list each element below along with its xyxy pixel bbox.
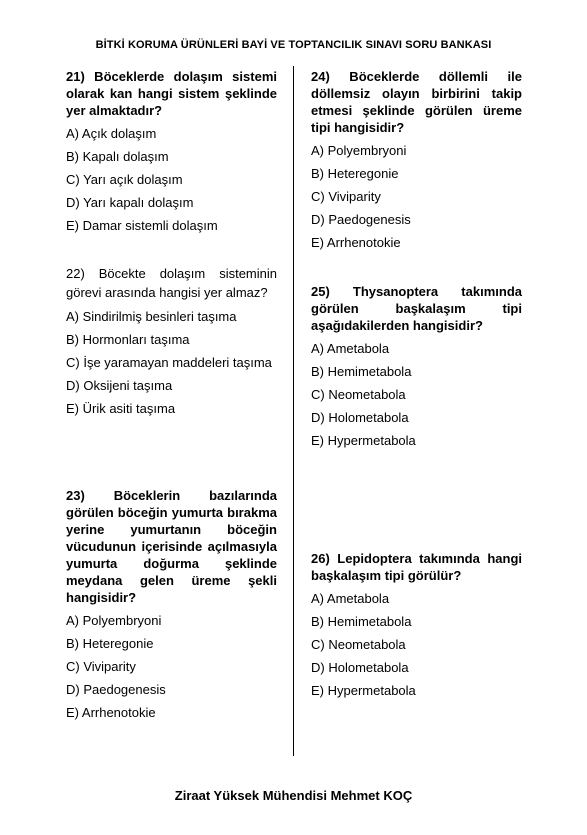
option-e: E) Hypermetabola [311, 433, 416, 448]
question-text: 24) Böceklerde döllemli ile döllemsiz olayın birbirini takip etmesi şeklinde görülen üreme tipi hangisidir? [311, 69, 522, 135]
question-26 [311, 550, 522, 699]
option-a: A) Ametabola [311, 591, 390, 606]
option-a: A) Ametabola [311, 341, 390, 356]
option-d: D) Oksijeni taşıma [66, 378, 173, 393]
option-d: D) Holometabola [311, 660, 409, 675]
page-header: BİTKİ KORUMA ÜRÜNLERİ BAYİ VE TOPTANCILIK SINAVI SORU BANKASI [95, 39, 492, 51]
option-d: D) Paedogenesis [311, 212, 411, 227]
option-e: E) Hypermetabola [311, 683, 416, 698]
option-b: B) Kapalı dolaşım [66, 149, 169, 164]
question-21 [66, 68, 277, 234]
option-c: C) İşe yaramayan maddeleri taşıma [66, 355, 272, 370]
question-22 [66, 264, 277, 417]
column-divider [293, 66, 294, 756]
question-text: 22) Böcekte dolaşım sisteminin görevi arasında hangisi yer almaz? [66, 266, 277, 300]
option-a: A) Açık dolaşım [66, 126, 157, 141]
question-text: 21) Böceklerde dolaşım sistemi olarak kan hangi sistem şeklinde yer almaktadır? [66, 69, 277, 118]
question-text: 23) Böceklerin bazılarında görülen böceğin yumurta bırakma yerine yumurtanın böceğin vücudunun içerisinde açılmasıyla yumurta doğurma şeklinde meydana gelen üreme şekli hangisidir? [66, 488, 277, 605]
option-d: D) Paedogenesis [66, 682, 166, 697]
option-c: C) Neometabola [311, 637, 406, 652]
option-e: E) Arrhenotokie [311, 235, 401, 250]
option-a: A) Sindirilmiş besinleri taşıma [66, 309, 237, 324]
question-23 [66, 487, 277, 721]
option-e: E) Arrhenotokie [66, 705, 156, 720]
option-b: B) Hormonları taşıma [66, 332, 190, 347]
option-b: B) Hemimetabola [311, 614, 412, 629]
option-d: D) Yarı kapalı dolaşım [66, 195, 194, 210]
option-d: D) Holometabola [311, 410, 409, 425]
option-b: B) Heteregonie [66, 636, 154, 651]
option-c: C) Neometabola [311, 387, 406, 402]
option-e: E) Damar sistemli dolaşım [66, 218, 218, 233]
option-a: A) Polyembryoni [311, 143, 407, 158]
question-text: 25) Thysanoptera takımında görülen başkalaşım tipi aşağıdakilerden hangisidir? [311, 284, 522, 333]
question-text: 26) Lepidoptera takımında hangi başkalaşım tipi görülür? [311, 551, 522, 583]
option-e: E) Ürik asiti taşıma [66, 401, 176, 416]
question-25 [311, 283, 522, 449]
author-footer: Ziraat Yüksek Mühendisi Mehmet KOÇ [174, 788, 413, 803]
option-c: C) Viviparity [66, 659, 136, 674]
option-c: C) Viviparity [311, 189, 381, 204]
question-24 [311, 68, 522, 251]
option-c: C) Yarı açık dolaşım [66, 172, 183, 187]
option-a: A) Polyembryoni [66, 613, 162, 628]
option-b: B) Hemimetabola [311, 364, 412, 379]
option-b: B) Heteregonie [311, 166, 399, 181]
